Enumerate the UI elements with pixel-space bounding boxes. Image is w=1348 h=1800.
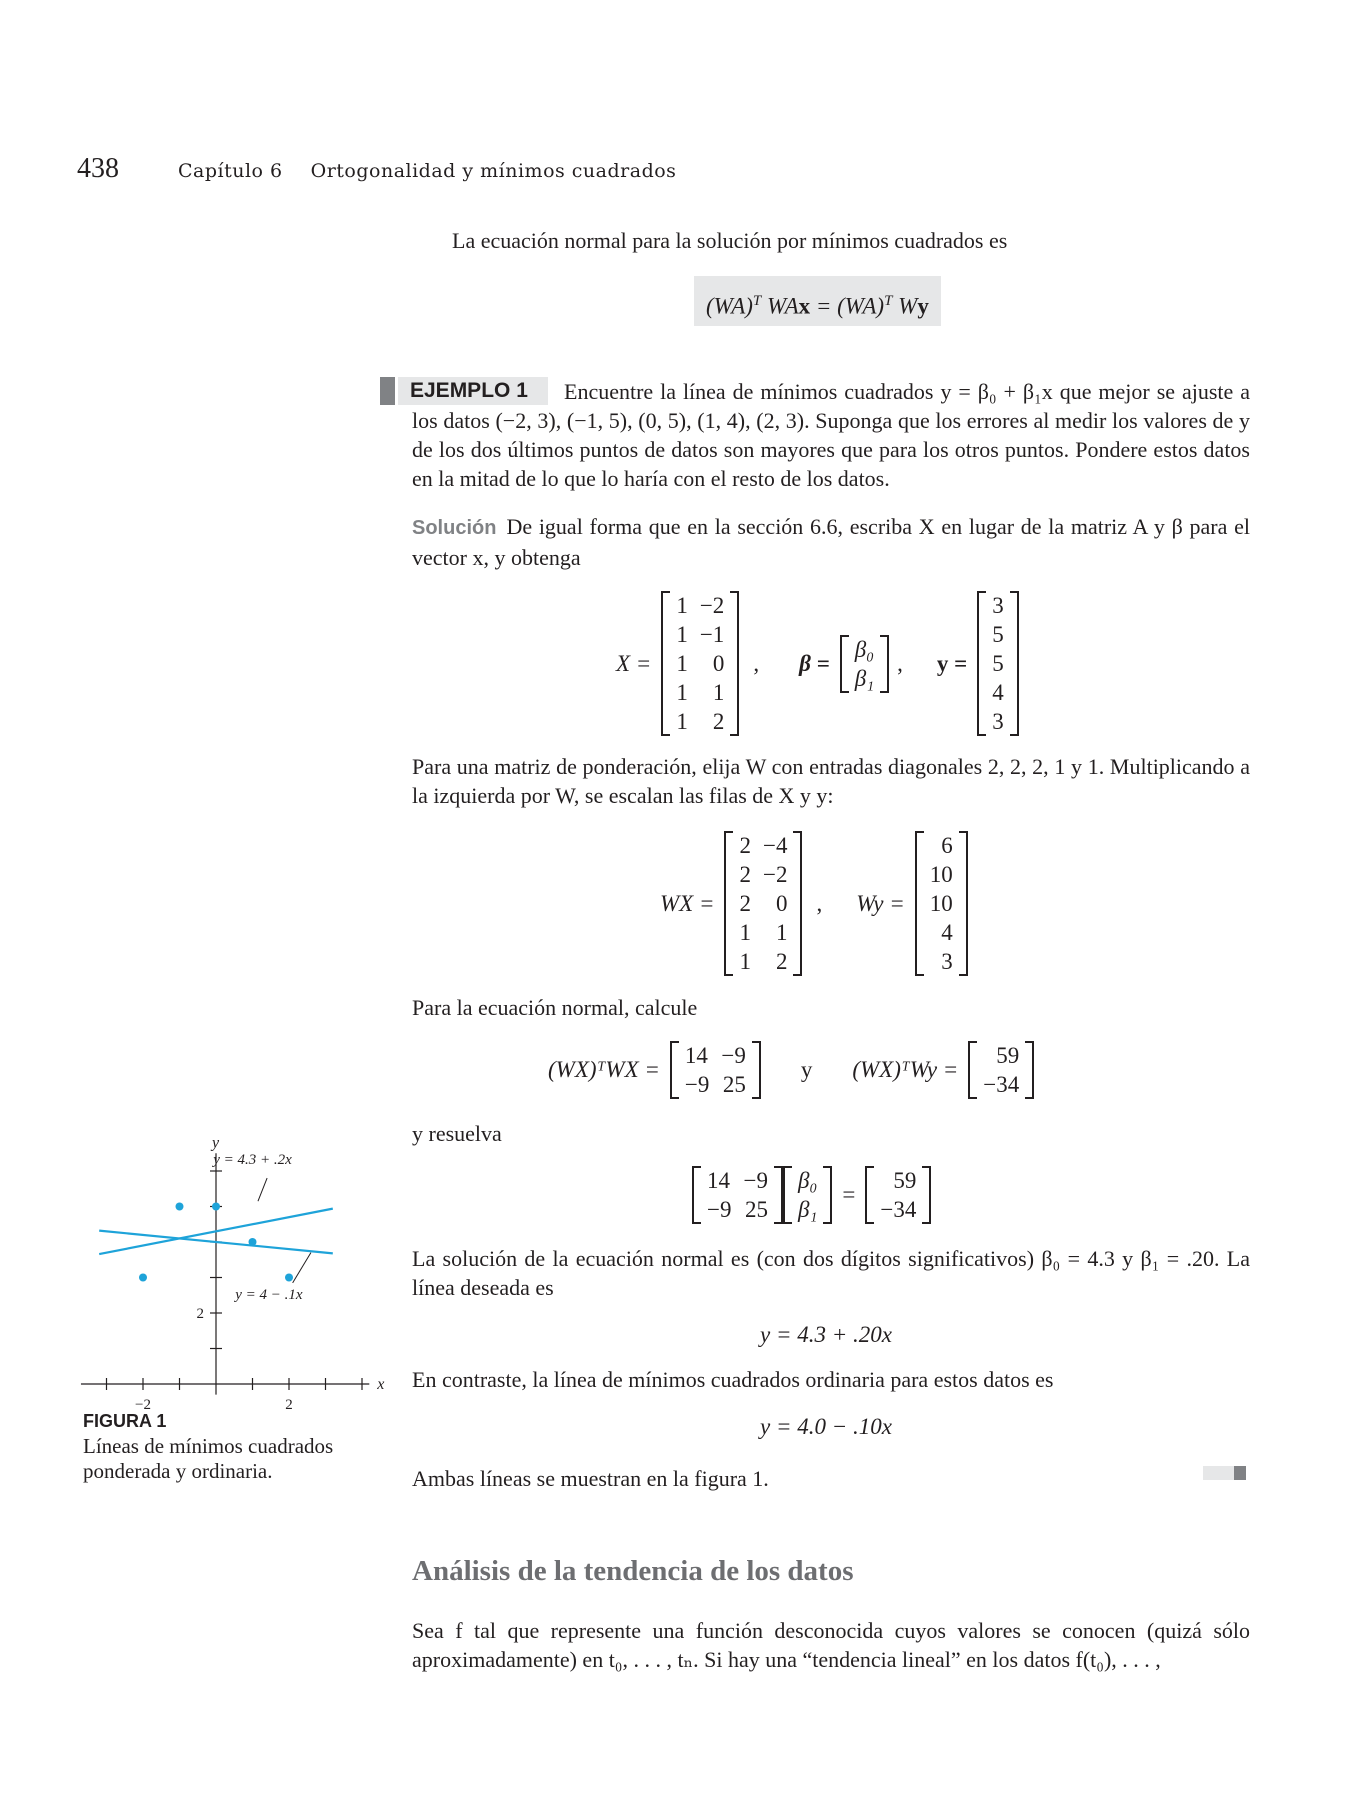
matrix-cell: 1 <box>676 680 688 705</box>
matrix-cell: 1 <box>676 593 688 618</box>
matrix-cell: 5 <box>992 622 1004 647</box>
matrix-row <box>733 947 793 976</box>
matrix-cell: −34 <box>880 1197 917 1222</box>
matrix-cell: 3 <box>992 709 1004 734</box>
matrix-cell: 1 <box>676 622 688 647</box>
matrix-cell: 0 <box>775 891 788 916</box>
matrix-cell: −4 <box>762 833 788 858</box>
matrix-row <box>733 918 793 947</box>
data-point <box>249 1238 257 1246</box>
matrix-row <box>670 620 730 649</box>
example-statement: Encuentre la línea de mínimos cuadrados y = β₀ + β₁x que mejor se ajuste a los datos (−2, 3), (−1, 5), (0, 5), (1, 4), (2, 3). Suponga que los errores al medir los valores de y de los dos últimos puntos de datos son mayores que para los otros puntos. Pondere estos datos en la mitad de lo que lo haría con el resto de los datos. <box>412 379 1250 491</box>
matrix-cell: −9 <box>743 1168 768 1193</box>
matrix-cell: 1 <box>739 920 751 945</box>
matrix-system-A <box>692 1166 783 1224</box>
weighted-line-eq: y = 4.3 + .20x <box>760 1322 892 1347</box>
matrix-cell: −9 <box>684 1072 710 1097</box>
matrix-row <box>924 860 959 889</box>
matrix-row <box>874 1166 922 1195</box>
matrix-cell: 59 <box>996 1043 1020 1068</box>
solution-paragraph <box>412 512 1250 572</box>
matrix-row <box>670 649 730 678</box>
matrix-WXTWX <box>670 1041 761 1099</box>
matrix-cell: 5 <box>992 651 1004 676</box>
matrix-row <box>977 1070 1025 1099</box>
equation-normal-products <box>548 1041 1034 1099</box>
matrix-cell: β₁ <box>797 1197 818 1222</box>
solve-text: y resuelva <box>412 1121 502 1146</box>
intro-text: La ecuación normal para la solución por mínimos cuadrados es <box>452 228 1008 253</box>
matrix-WXTWy <box>968 1041 1034 1099</box>
matrix-cell: −2 <box>699 593 725 618</box>
y-axis-label: y <box>212 1134 220 1152</box>
matrix-cell: 1 <box>739 949 751 974</box>
y-label: y = <box>936 650 968 676</box>
matrix-cell: 4 <box>992 680 1004 705</box>
data-point <box>176 1203 184 1211</box>
matrix-cell: 10 <box>929 862 953 887</box>
matrix-system-rhs <box>865 1166 931 1224</box>
data-point <box>285 1274 293 1282</box>
weighting-paragraph: Para una matriz de ponderación, elija W con entradas diagonales 2, 2, 2, 1 y 1. Multiplicando a la izquierda por W, se escalan las filas de X y y: <box>412 754 1250 808</box>
matrix-row <box>733 889 793 918</box>
matrix-row <box>701 1166 774 1195</box>
example-label: EJEMPLO 1 <box>398 377 548 405</box>
matrix-beta <box>840 635 889 693</box>
solution-label: Solución <box>412 517 497 539</box>
matrix-y <box>977 591 1019 736</box>
matrix-row <box>670 591 730 620</box>
figure-caption: Líneas de mínimos cuadrados ponderada y ordinaria. <box>83 1434 334 1483</box>
normal-eq-text: Para la ecuación normal, calcule <box>412 995 698 1020</box>
matrix-row <box>874 1195 922 1224</box>
matrix-row <box>986 649 1010 678</box>
matrix-cell: 2 <box>712 709 725 734</box>
matrix-row <box>701 1195 774 1224</box>
matrix-cell: 14 <box>707 1168 730 1193</box>
solution-result: La solución de la ecuación normal es (con dos dígitos significativos) β₀ = 4.3 y β₁ = .20. La línea deseada es <box>412 1246 1250 1300</box>
matrix-row <box>924 947 959 976</box>
equation-system <box>692 1166 931 1224</box>
beta-label: β = <box>799 650 830 676</box>
end-mark-dark <box>1234 1466 1246 1480</box>
weighted-line-label: y = 4.3 + .2x <box>213 1151 292 1168</box>
matrix-row <box>986 678 1010 707</box>
matrix-row <box>849 664 880 693</box>
matrix-cell: 1 <box>676 709 688 734</box>
matrix-row <box>924 831 959 860</box>
WX-label: WX = <box>660 890 715 916</box>
figure-1-chart <box>70 1115 385 1413</box>
matrix-cell: −1 <box>699 622 725 647</box>
running-head <box>178 160 676 182</box>
matrix-cell: 2 <box>775 949 788 974</box>
matrix-row <box>670 707 730 736</box>
matrix-cell: 59 <box>893 1168 917 1193</box>
X-label: X = <box>616 650 652 676</box>
matrix-cell: 1 <box>775 920 788 945</box>
ordinary-line-eq: y = 4.0 − .10x <box>760 1414 892 1439</box>
matrix-cell: −34 <box>983 1072 1020 1097</box>
matrix-cell: β₀ <box>797 1168 818 1193</box>
matrix-row <box>733 831 793 860</box>
matrix-row <box>924 918 959 947</box>
WXTWX-label: (WX)ᵀWX = <box>548 1057 660 1082</box>
matrix-row <box>670 678 730 707</box>
figure-title: FIGURA 1 <box>83 1411 167 1431</box>
chapter-number: Capítulo 6 <box>178 160 283 182</box>
y-tick-label: 2 <box>196 1306 204 1322</box>
matrix-cell: 3 <box>992 593 1004 618</box>
contrast-text: En contraste, la línea de mínimos cuadrados ordinaria para estos datos es <box>412 1367 1054 1392</box>
matrix-cell: 6 <box>941 833 953 858</box>
WXTWy-label: (WX)ᵀWy = <box>852 1057 959 1082</box>
matrix-Wy <box>915 831 968 976</box>
x-tick-label: −2 <box>135 1397 151 1413</box>
matrix-cell: −9 <box>707 1197 732 1222</box>
data-point <box>212 1203 220 1211</box>
figure-reference: Ambas líneas se muestran en la figura 1. <box>412 1466 769 1491</box>
matrix-cell: β₁ <box>854 665 875 691</box>
equation-WX-Wy: WX = 2 −4 2 −2 2 0 1 1 1 2 , Wy = 6 10 10 4 3 <box>660 831 968 976</box>
example-bar <box>380 377 395 405</box>
matrix-row <box>792 1166 823 1195</box>
matrix-cell: 10 <box>929 891 953 916</box>
page-number: 438 <box>77 153 119 184</box>
normal-equation-box: (WA)$^T$ WAx = (WA)$^T$ Wy <box>694 276 941 326</box>
section-paragraph: Sea f tal que represente una función desconocida cuyos valores se conocen (quizá sólo aproximadamente) en t₀, . . . , tₙ. Si hay una “tendencia lineal” en los datos f(t₀), . . . , <box>412 1618 1250 1672</box>
equation-X-beta-y: X = 1 −2 1 −1 1 0 1 1 1 2 , β = β₀ β₁ , y = 3 5 5 4 3 <box>616 591 1019 736</box>
chapter-title: Ortogonalidad y mínimos cuadrados <box>310 160 677 182</box>
matrix-cell: 1 <box>712 680 725 705</box>
matrix-row <box>986 707 1010 736</box>
matrix-cell: 25 <box>744 1197 768 1222</box>
matrix-cell: 4 <box>941 920 953 945</box>
matrix-cell: β₀ <box>854 636 875 662</box>
matrix-cell: −9 <box>721 1043 746 1068</box>
solution-text: De igual forma que en la sección 6.6, escriba X en lugar de la matriz A y β para el vector x, y obtenga <box>412 514 1250 570</box>
equals-sign: = <box>842 1182 856 1207</box>
section-title: Análisis de la tendencia de los datos <box>412 1555 854 1587</box>
matrix-row <box>679 1070 752 1099</box>
matrix-cell: 2 <box>739 862 751 887</box>
matrix-row <box>986 620 1010 649</box>
matrix-cell: 25 <box>722 1072 746 1097</box>
matrix-row <box>679 1041 752 1070</box>
weighted-leader-line <box>258 1178 267 1201</box>
matrix-row <box>924 889 959 918</box>
end-mark-light <box>1203 1466 1234 1480</box>
matrix-cell: 2 <box>739 833 751 858</box>
matrix-cell: 1 <box>676 651 688 676</box>
matrix-cell: −2 <box>762 862 788 887</box>
matrix-row <box>733 860 793 889</box>
data-point <box>139 1274 147 1282</box>
matrix-row <box>986 591 1010 620</box>
Wy-label: Wy = <box>856 890 905 916</box>
ordinary-leader-line <box>293 1253 311 1283</box>
matrix-row <box>792 1195 823 1224</box>
matrix-system-beta <box>783 1166 832 1224</box>
matrix-cell: 0 <box>712 651 725 676</box>
matrix-cell: 14 <box>684 1043 708 1068</box>
x-tick-label: 2 <box>285 1397 293 1413</box>
matrix-cell: 3 <box>941 949 953 974</box>
ordinary-line-label: y = 4 − .1x <box>235 1286 303 1303</box>
x-axis-label: x <box>377 1376 385 1393</box>
matrix-WX <box>724 831 802 976</box>
matrix-X <box>661 591 739 736</box>
conjunction-y: y <box>800 1057 813 1082</box>
matrix-cell: 2 <box>739 891 751 916</box>
matrix-row <box>849 635 880 664</box>
matrix-row <box>977 1041 1025 1070</box>
